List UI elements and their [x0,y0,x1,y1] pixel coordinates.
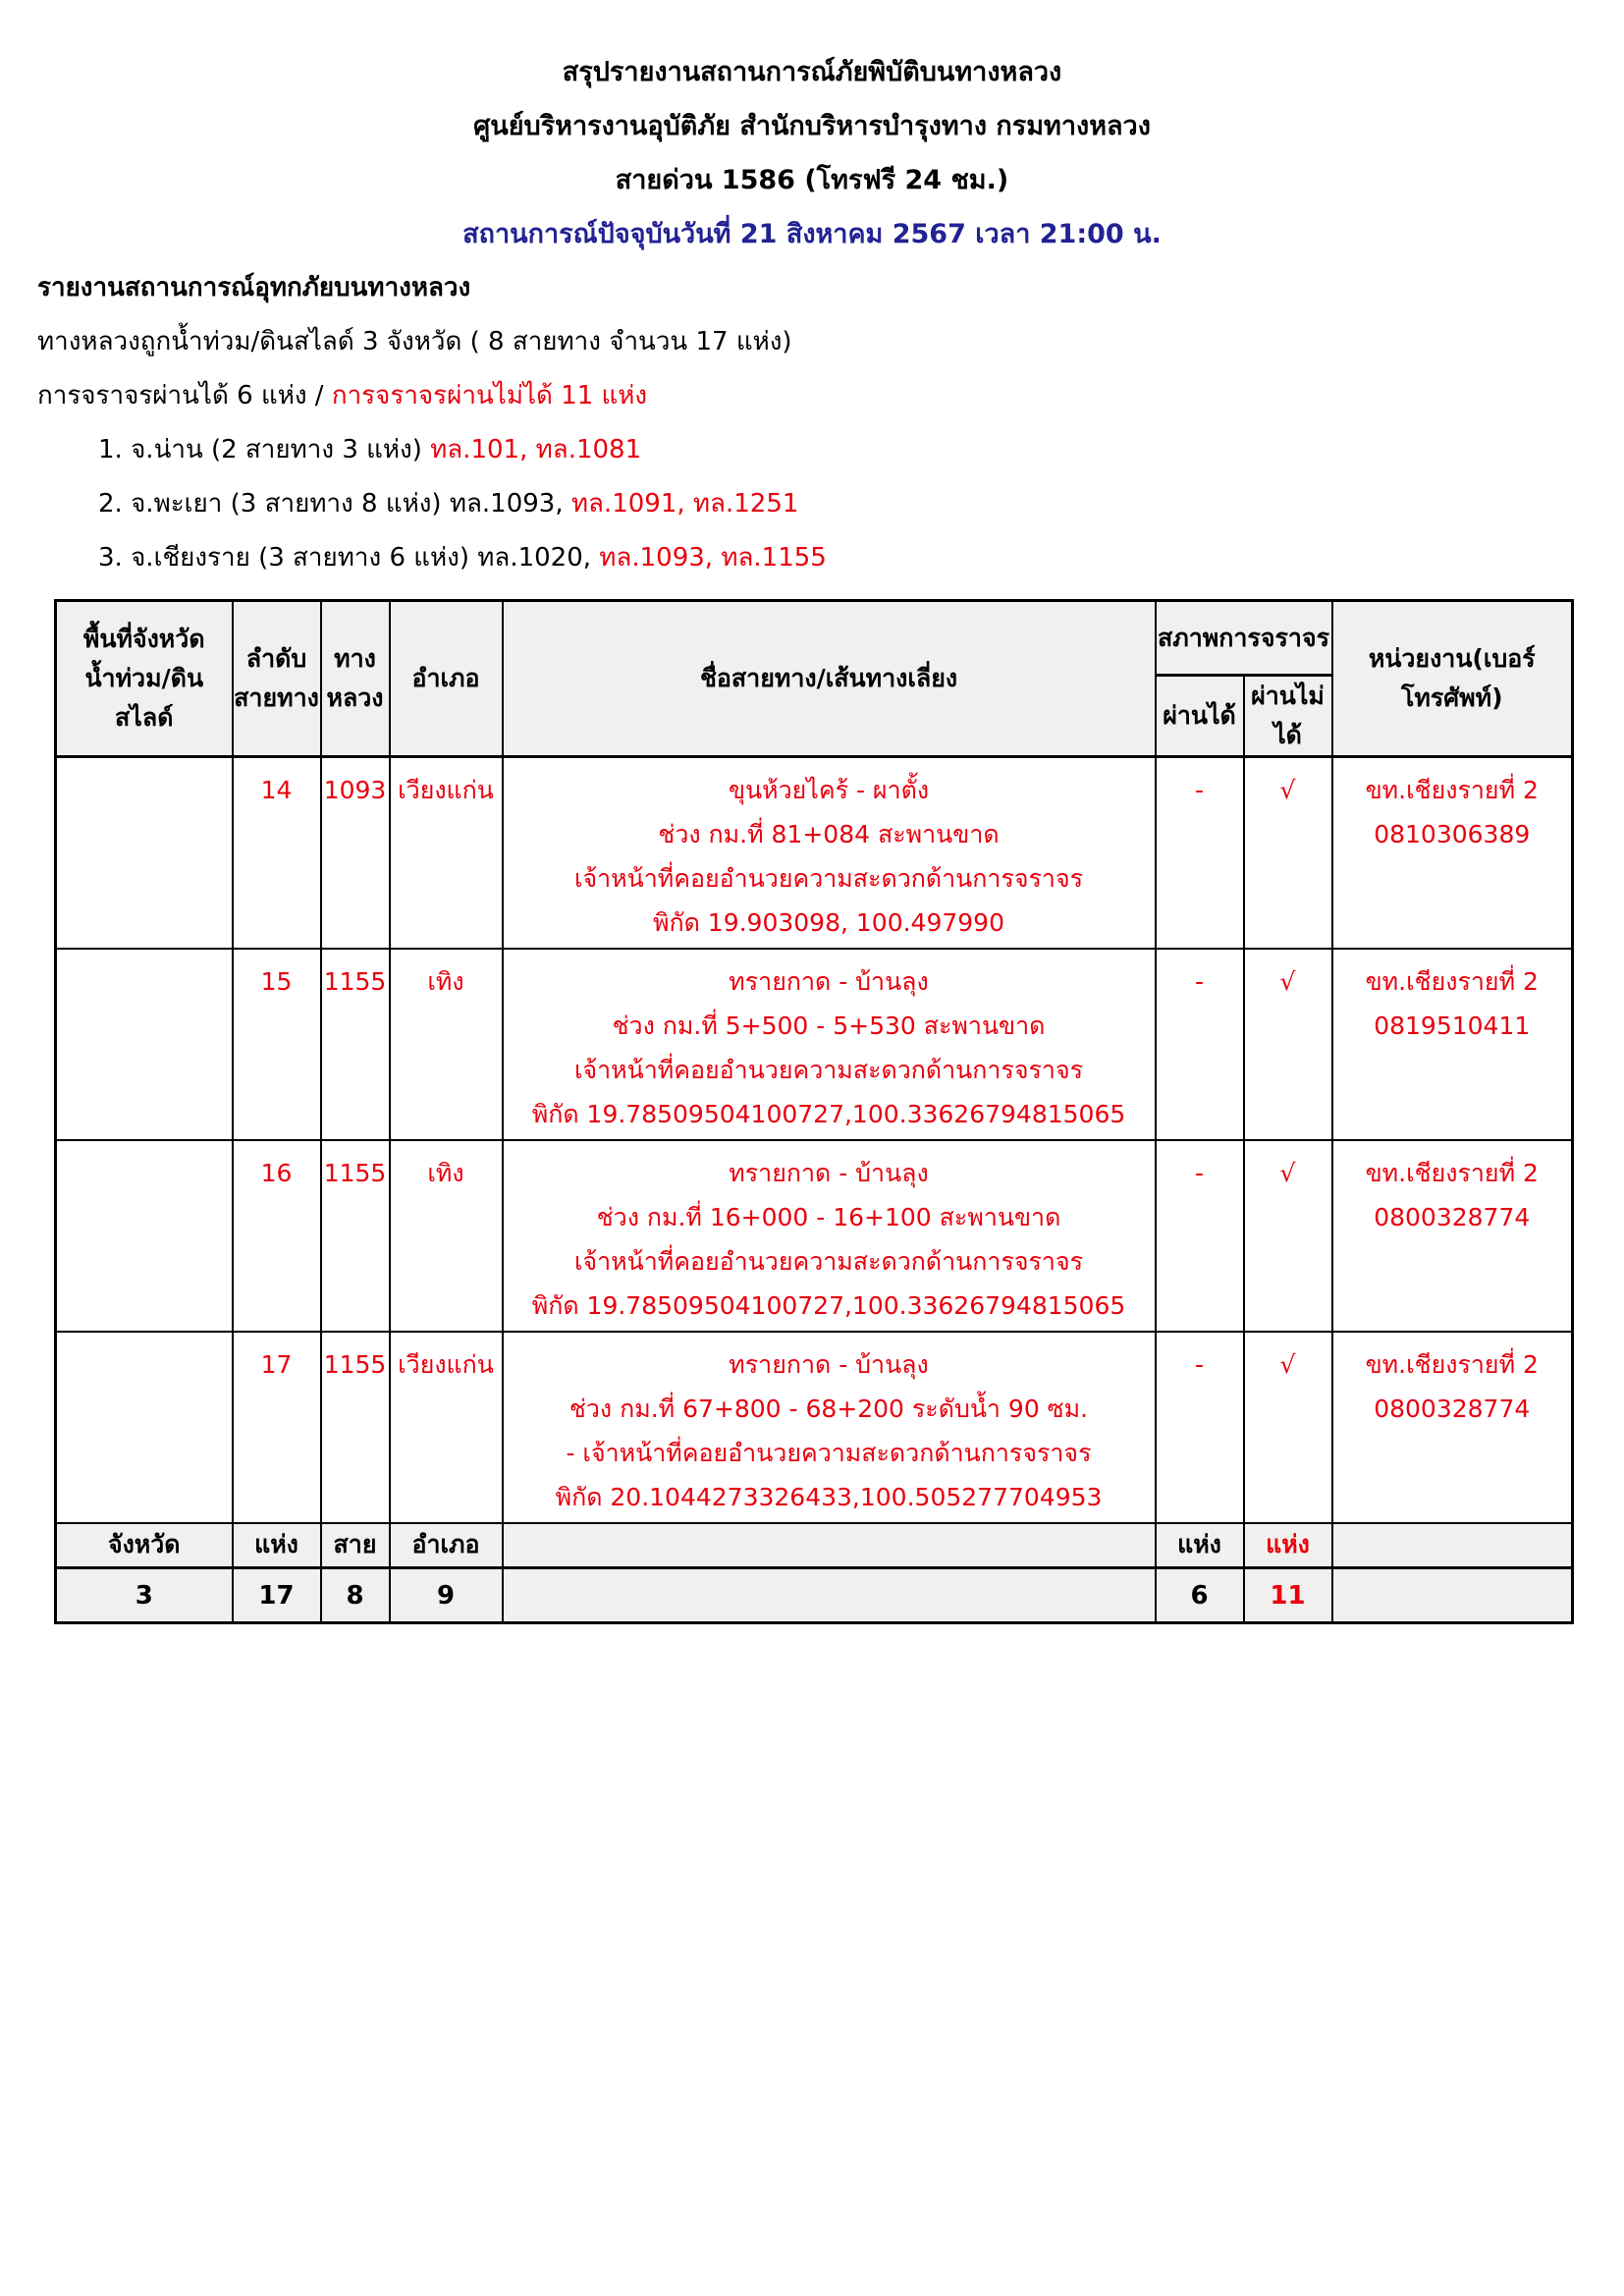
route-name-cell: ทรายกาด - บ้านลุง ช่วง กม.ที่ 16+000 - 16+100 สะพานขาด เจ้าหน้าที่คอยอำนวยความสะดวกด้านการจราจร พิกัด 19.78509504100727,100.33626794815065 [503,1140,1156,1332]
col-header-area: พื้นที่จังหวัด น้ำท่วม/ดินสไลด์ [56,601,233,757]
flood-report-heading: รายงานสถานการณ์อุทกภัยบนทางหลวง [37,273,471,302]
province-item-routes: ทล.1091, ทล.1251 [570,489,799,519]
passable-cell: - [1156,949,1244,1140]
col-header-seq: ลำดับ สายทาง [233,601,321,757]
province-item-routes: ทล.101, ทล.1081 [430,435,642,465]
route-name-cell: ขุนห้วยไคร้ - ผาตั้ง ช่วง กม.ที่ 81+084 สะพานขาด เจ้าหน้าที่คอยอำนวยความสะดวกด้านการจราจร พิกัด 19.903098, 100.497990 [503,757,1156,949]
unit-cell: ขท.เชียงรายที่ 2 0819510411 [1332,949,1573,1140]
summary-label-nopass: แห่ง [1244,1523,1332,1568]
unit-cell: ขท.เชียงรายที่ 2 0800328774 [1332,1140,1573,1332]
flood-row-15 [56,949,1573,1140]
summary-value-row [56,1568,1573,1623]
title-block [0,0,1624,261]
summary-label-lines: สาย [321,1523,390,1568]
col-header-route-name: ชื่อสายทาง/เส้นทางเลี่ยง [503,601,1156,757]
route-cell: 1093 [321,757,390,949]
passable-cell: - [1156,1332,1244,1523]
summary-label-spots: แห่ง [233,1523,321,1568]
route-cell: 1155 [321,1140,390,1332]
route-name-cell: ทรายกาด - บ้านลุง ช่วง กม.ที่ 67+800 - 68+200 ระดับน้ำ 90 ซม. - เจ้าหน้าที่คอยอำนวยความสะดวกด้านการจราจร พิกัด 20.1044273326433,100.505277704953 [503,1332,1156,1523]
col-header-unit: หน่วยงาน(เบอร์ โทรศัพท์) [1332,601,1573,757]
unit-cell: ขท.เชียงรายที่ 2 0800328774 [1332,1332,1573,1523]
flood-row-16 [56,1140,1573,1332]
district-cell: เวียงแก่น [390,757,503,949]
flood-overview-line: ทางหลวงถูกน้ำท่วม/ดินสไลด์ 3 จังหวัด ( 8 สายทาง จำนวน 17 แห่ง) [37,327,792,356]
seq-cell: 14 [233,757,321,949]
impassable-check-cell: √ [1244,949,1332,1140]
province-item-chiangrai [98,531,1624,585]
province-item-label: 1. จ.น่าน (2 สายทาง 3 แห่ง) [98,435,431,465]
flood-situation-table [54,599,1574,1624]
impassable-check-cell: √ [1244,757,1332,949]
province-item-phayao [98,477,1624,531]
seq-cell: 17 [233,1332,321,1523]
traffic-status-line [37,369,1624,423]
summary-value-unit-empty [1332,1568,1573,1623]
flood-row-14 [56,757,1573,949]
traffic-impassable-text: การจราจรผ่านไม่ได้ 11 แห่ง [331,381,648,410]
summary-spot-count: 17 [233,1568,321,1623]
col-header-traffic: สภาพการจราจร [1156,601,1332,676]
summary-label-pass: แห่ง [1156,1523,1244,1568]
district-cell: เทิง [390,1140,503,1332]
impassable-check-cell: √ [1244,1140,1332,1332]
summary-value-empty [503,1568,1156,1623]
area-cell [56,757,233,949]
district-cell: เวียงแก่น [390,1332,503,1523]
passable-cell: - [1156,757,1244,949]
unit-cell: ขท.เชียงรายที่ 2 0810306389 [1332,757,1573,949]
area-cell [56,949,233,1140]
summary-district-count: 9 [390,1568,503,1623]
province-item-routes: ทล.1093, ทล.1155 [599,543,827,573]
report-title: สรุปรายงานสถานการณ์ภัยพิบัติบนทางหลวง [562,57,1062,87]
province-item-nan [98,423,1624,477]
hotline-line: สายด่วน 1586 (โทรฟรี 24 ชม.) [615,165,1009,195]
seq-cell: 16 [233,1140,321,1332]
summary-label-district: อำเภอ [390,1523,503,1568]
route-cell: 1155 [321,1332,390,1523]
col-header-passable: ผ่านได้ [1156,676,1244,757]
route-name-cell: ทรายกาด - บ้านลุง ช่วง กม.ที่ 5+500 - 5+530 สะพานขาด เจ้าหน้าที่คอยอำนวยความสะดวกด้านการจราจร พิกัด 19.78509504100727,100.33626794815065 [503,949,1156,1140]
col-header-impassable: ผ่านไม่ได้ [1244,676,1332,757]
summary-label-empty [503,1523,1156,1568]
summary-pass-count: 6 [1156,1568,1244,1623]
traffic-passable-text: การจราจรผ่านได้ 6 แห่ง / [37,381,332,410]
summary-line-count: 8 [321,1568,390,1623]
province-item-label: 2. จ.พะเยา (3 สายทาง 8 แห่ง) ทล.1093, [98,489,571,519]
route-cell: 1155 [321,949,390,1140]
situation-datetime: สถานการณ์ปัจจุบันวันที่ 21 สิงหาคม 2567 เวลา 21:00 น. [462,219,1162,249]
summary-label-row [56,1523,1573,1568]
intro-block [37,261,1624,585]
district-cell: เทิง [390,949,503,1140]
flood-row-17 [56,1332,1573,1523]
report-subtitle-agency: ศูนย์บริหารงานอุบัติภัย สำนักบริหารบำรุงทาง กรมทางหลวง [473,111,1151,141]
col-header-route: ทาง หลวง [321,601,390,757]
impassable-check-cell: √ [1244,1332,1332,1523]
area-cell [56,1332,233,1523]
summary-province-count: 3 [56,1568,233,1623]
passable-cell: - [1156,1140,1244,1332]
col-header-district: อำเภอ [390,601,503,757]
summary-label-unit-empty [1332,1523,1573,1568]
seq-cell: 15 [233,949,321,1140]
area-cell [56,1140,233,1332]
province-item-label: 3. จ.เชียงราย (3 สายทาง 6 แห่ง) ทล.1020, [98,543,600,573]
summary-nopass-count: 11 [1244,1568,1332,1623]
summary-label-province: จังหวัด [56,1523,233,1568]
